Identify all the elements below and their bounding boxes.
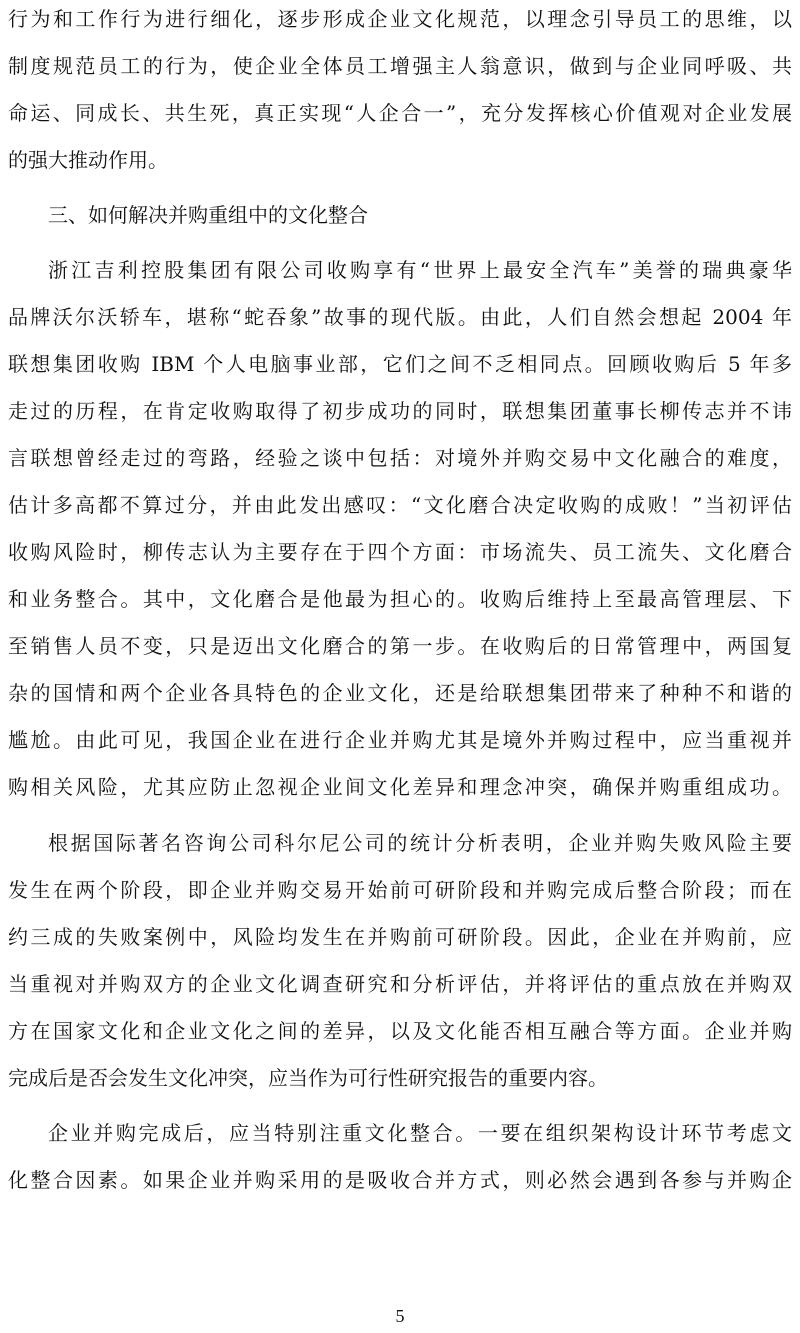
paragraph-line: 和业务整合。其中，文化磨合是他最为担心的。收购后维持上至最高管理层、下: [8, 587, 792, 611]
paragraph-line: 行为和工作行为进行细化，逐步形成企业文化规范，以理念引导员工的思维，以: [8, 7, 792, 31]
paragraph-line: 浙江吉利控股集团有限公司收购享有“世界上最安全汽车”美誉的瑞典豪华: [48, 258, 792, 282]
paragraph-line: 言联想曾经走过的弯路，经验之谈中包括：对境外并购交易中文化融合的难度，: [8, 446, 792, 470]
paragraph-line: 约三成的失败案例中，风险均发生在并购前可研阶段。因此，企业在并购前，应: [8, 925, 792, 949]
paragraph-line: 至销售人员不变，只是迈出文化磨合的第一步。在收购后的日常管理中，两国复: [8, 634, 792, 658]
paragraph-line: 完成后是否会发生文化冲突，应当作为可行性研究报告的重要内容。: [8, 1066, 608, 1090]
paragraph-line: 品牌沃尔沃轿车，堪称“蛇吞象”故事的现代版。由此，人们自然会想起 2004 年: [8, 305, 792, 329]
paragraph-line: 杂的国情和两个企业各具特色的企业文化，还是给联想集团带来了种种不和谐的: [8, 681, 792, 705]
paragraph-line: 命运、同成长、共生死，真正实现“人企合一”，充分发挥核心价值观对企业发展: [8, 101, 792, 125]
paragraph-line: 购相关风险，尤其应防止忽视企业间文化差异和理念冲突，确保并购重组成功。: [8, 775, 792, 799]
paragraph-line: 的强大推动作用。: [8, 148, 168, 172]
paragraph-line: 当重视对并购双方的企业文化调查研究和分析评估，并将评估的重点放在并购双: [8, 972, 792, 996]
paragraph-line: 联想集团收购 IBM 个人电脑事业部，它们之间不乏相同点。回顾收购后 5 年多: [8, 352, 792, 376]
paragraph-line: 发生在两个阶段，即企业并购交易开始前可研阶段和并购完成后整合阶段；而在: [8, 878, 792, 902]
paragraph-line: 收购风险时，柳传志认为主要存在于四个方面：市场流失、员工流失、文化磨合: [8, 540, 792, 564]
paragraph-line: 走过的历程，在肯定收购取得了初步成功的同时，联想集团董事长柳传志并不讳: [8, 399, 792, 423]
paragraph-line: 化整合因素。如果企业并购采用的是吸收合并方式，则必然会遇到各参与并购企: [8, 1168, 792, 1192]
paragraph-line: 根据国际著名咨询公司科尔尼公司的统计分析表明，企业并购失败风险主要: [48, 831, 792, 855]
paragraph-line: 尴尬。由此可见，我国企业在进行企业并购尤其是境外并购过程中，应当重视并: [8, 728, 792, 752]
paragraph-line: 方在国家文化和企业文化之间的差异，以及文化能否相互融合等方面。企业并购: [8, 1019, 792, 1043]
paragraph-line: 估计多高都不算过分，并由此发出感叹：“文化磨合决定收购的成败！”当初评估: [8, 493, 792, 517]
paragraph-line: 企业并购完成后，应当特别注重文化整合。一要在组织架构设计环节考虑文: [48, 1121, 792, 1145]
section-heading: 三、如何解决并购重组中的文化整合: [48, 203, 368, 227]
paragraph-line: 制度规范员工的行为，使企业全体员工增强主人翁意识，做到与企业同呼吸、共: [8, 54, 792, 78]
page-number: 5: [395, 1306, 405, 1326]
